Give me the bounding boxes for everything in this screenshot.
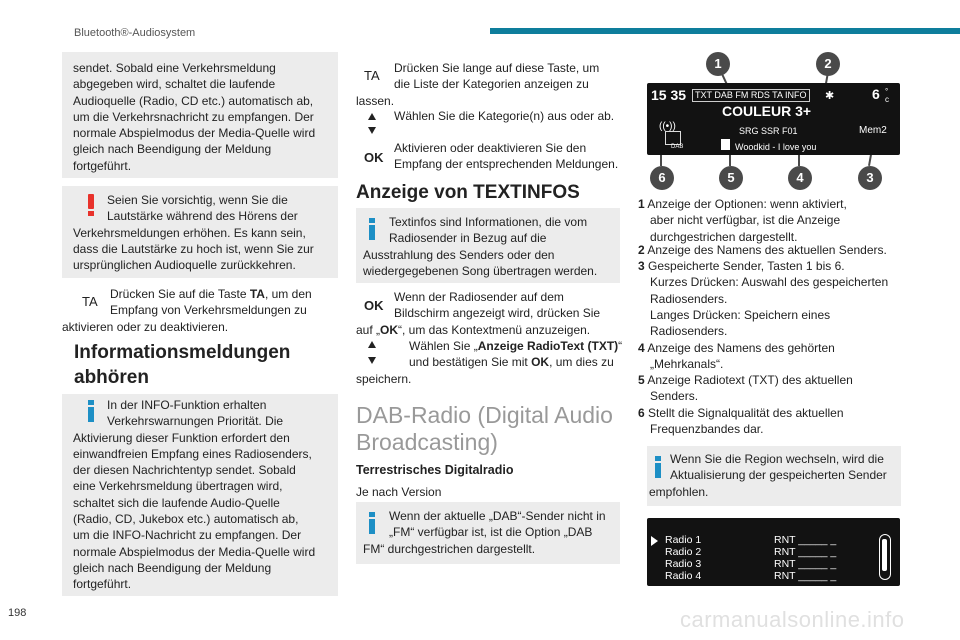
down-arrow-icon: [368, 127, 376, 134]
text-line: Aktualisierung der gespeicherten Sender: [670, 468, 887, 483]
ok-instruction-line: auf „OK“, um das Kontextmenü anzuzeigen.: [356, 322, 591, 337]
text-line: In der INFO-Funktion erhalten: [107, 398, 267, 412]
up-arrow-icon: [368, 113, 376, 120]
scrollbar[interactable]: [879, 534, 891, 580]
text-line: schaltet sich die laufende Audio-Quelle: [73, 495, 280, 510]
text-line: der diesen Nachrichtentyp sendet. Sobald: [73, 463, 296, 478]
text-line: dass die Lautstärke zu hoch ist, wenn Sie zur: [73, 241, 314, 256]
list-item: 6 Stellt die Signalqualität des aktuellen Frequenzbandes dar.: [638, 406, 844, 437]
station-list-value: RNT _____ _: [774, 570, 837, 582]
text-line: abgegeben wird, schaltet die laufende: [73, 77, 276, 92]
text-line: um die INFO-Nachricht zu empfangen. Der: [73, 528, 302, 543]
text-line: Bildschirm angezeigt wird, drücken Sie: [394, 306, 601, 321]
ta-key-label: TA: [82, 294, 98, 309]
text-line: eine Verkehrsmeldung übertragen wird,: [73, 479, 283, 494]
list-item: 2 Anzeige des Namens des aktuellen Senders.: [638, 243, 887, 257]
select-instruction-line: Wählen Sie „Anzeige RadioText (TXT)“: [409, 339, 623, 353]
list-item: 3 Gespeicherte Sender, Tasten 1 bis 6. Kurzes Drücken: Auswahl des gespeicherten Radiosenders. Langes Drücken: Speichern eines Radiosenders.: [638, 259, 889, 339]
text-line: Audioquelle (Radio, CD etc.) automatisch ab,: [73, 93, 314, 108]
radio-display-screen: [647, 83, 900, 155]
text-line: Lautstärke während des Hörens der: [107, 209, 298, 224]
info-function-box: [62, 394, 338, 596]
text-line: Wenn der aktuelle „DAB“-Sender nicht in: [389, 509, 606, 523]
text-line: gleich nach Beendigung der Meldung: [73, 142, 272, 157]
text-line: ursprünglichen Audioquelle zurückkehren.: [73, 258, 296, 273]
callout-2: 2: [816, 52, 840, 76]
text-line: lassen.: [356, 93, 395, 108]
text-line: wiedergegebenen Song übertragen werden.: [363, 263, 598, 278]
ta-instruction-line: Drücken Sie auf die Taste TA, um den: [110, 287, 312, 301]
signal-quality-readout: 6: [872, 86, 880, 102]
text-line: normale Abspielmodus der Media-Quelle wird: [73, 126, 316, 141]
text-line: empfohlen.: [649, 484, 709, 499]
station-name: COULEUR 3+: [722, 103, 812, 119]
text-line: einwandfreien Empfang eines Radiosenders,: [73, 446, 312, 461]
region-info-box: [647, 446, 901, 506]
callout-6: 6: [650, 166, 674, 190]
ta-key-label: TA: [364, 68, 380, 83]
antenna-icon: ((•)): [659, 121, 676, 132]
callout-3: 3: [858, 166, 882, 190]
section-heading-textinfos: Anzeige von TEXTINFOS: [356, 182, 580, 203]
text-line: Drücken Sie lange auf diese Taste, um: [394, 61, 600, 75]
station-list-value: RNT _____ _: [774, 546, 837, 558]
section-heading-info: Informationsmeldungen abhören: [74, 342, 291, 388]
station-list-item: Radio 2: [665, 546, 702, 558]
station-list-item: Radio 4: [665, 570, 702, 582]
text-line: Wählen Sie die Kategorie(n) aus oder ab.: [394, 109, 615, 123]
warning-box: [62, 186, 338, 278]
list-item: 5 Anzeige Radiotext (TXT) des aktuellen Senders.: [638, 373, 853, 404]
traffic-info-box: [62, 52, 338, 178]
radiotext-icon: [721, 139, 730, 150]
text-line: Verkehrsmeldungen erhöhen. Es kann sein,: [73, 225, 306, 240]
text-line: Empfang der entsprechenden Meldungen.: [394, 157, 619, 172]
list-item: 1 Anzeige der Optionen: wenn aktiviert, aber nicht verfügbar, ist die Anzeige durchgestrichen dargestellt.: [638, 197, 847, 244]
text-line: Ausstrahlung des Senders oder den: [363, 247, 555, 262]
bluetooth-icon: ✱: [825, 90, 835, 102]
text-line: um die Verkehrsnachricht zu empfangen. Der: [73, 109, 314, 124]
dab-label: DAB: [671, 144, 684, 150]
text-line: speichern.: [356, 371, 412, 386]
options-readout: TXT DAB FM RDS TA INFO: [692, 89, 810, 102]
text-line: (Radio, CD, Jukebox etc.) automatisch ab,: [73, 512, 299, 527]
text-line: Aktivierung dieser Funktion erfordert den: [73, 430, 290, 445]
text-line: Wenn Sie die Region wechseln, wird die: [670, 452, 884, 466]
station-list-value: RNT _____ _: [774, 534, 837, 546]
section-heading-dab: DAB-Radio (Digital Audio Broadcasting): [356, 402, 613, 455]
play-arrow-icon: [651, 536, 658, 546]
text-line: Textinfos sind Informationen, die vom: [389, 215, 588, 229]
text-line: Verkehrswarnungen Priorität. Die: [107, 414, 284, 429]
station-list-item: Radio 3: [665, 558, 702, 570]
text-line: fortgeführt.: [73, 577, 132, 592]
signal-bars-icon: [665, 131, 681, 145]
text-line: fortgeführt.: [73, 158, 132, 173]
temperature-icon: ° c: [885, 87, 889, 104]
text-line: Seien Sie vorsichtig, wenn Sie die: [107, 193, 288, 207]
text-line: Empfang von Verkehrsmeldungen zu: [110, 303, 307, 318]
textinfo-box: [356, 208, 620, 283]
dab-info-box: [356, 502, 620, 564]
ok-key-label: OK: [364, 150, 384, 165]
text-line: „FM“ verfügbar ist, ist die Option „DAB: [389, 525, 593, 540]
text-line: Wenn der Radiosender auf dem: [394, 290, 564, 304]
station-list-value: RNT _____ _: [774, 558, 837, 570]
ok-key-label: OK: [364, 298, 384, 313]
version-note: Je nach Version: [356, 485, 442, 499]
text-line: normale Abspielmodus der Media-Quelle wird: [73, 544, 316, 559]
text-line: aktivieren oder zu deaktivieren.: [62, 319, 229, 334]
text-line: die Liste der Kategorien anzeigen zu: [394, 77, 589, 92]
watermark: carmanualsonline.info: [680, 607, 905, 632]
text-line: FM“ durchgestrichen dargestellt.: [363, 541, 536, 556]
text-line: sendet. Sobald eine Verkehrsmeldung: [73, 61, 276, 75]
text-line: Radiosender in Bezug auf die: [389, 231, 547, 246]
subheading-terrestrial: Terrestrisches Digitalradio: [356, 463, 514, 477]
header-accent-bar: [490, 28, 960, 34]
radiotext-song: Woodkid - I love you: [735, 142, 817, 152]
radio-list-screen: [647, 518, 900, 586]
callout-1: 1: [706, 52, 730, 76]
scrollbar-thumb[interactable]: [882, 539, 887, 571]
station-list-item: Radio 1: [665, 534, 702, 546]
list-item: 4 Anzeige des Namens des gehörten „Mehrkanals“.: [638, 341, 835, 372]
text-line: Aktivieren oder deaktivieren Sie den: [394, 141, 587, 155]
callout-5: 5: [719, 166, 743, 190]
callout-4: 4: [788, 166, 812, 190]
preset-label: Mem2: [859, 125, 887, 136]
confirm-instruction-line: und bestätigen Sie mit OK, um dies zu: [409, 355, 614, 370]
page-number: 198: [8, 607, 27, 619]
text-line: gleich nach Beendigung der Meldung: [73, 560, 272, 575]
multiplex-name: SRG SSR F01: [739, 126, 798, 136]
running-header: Bluetooth®-Audiosystem: [74, 27, 196, 39]
clock-readout: 15 35: [651, 87, 687, 103]
